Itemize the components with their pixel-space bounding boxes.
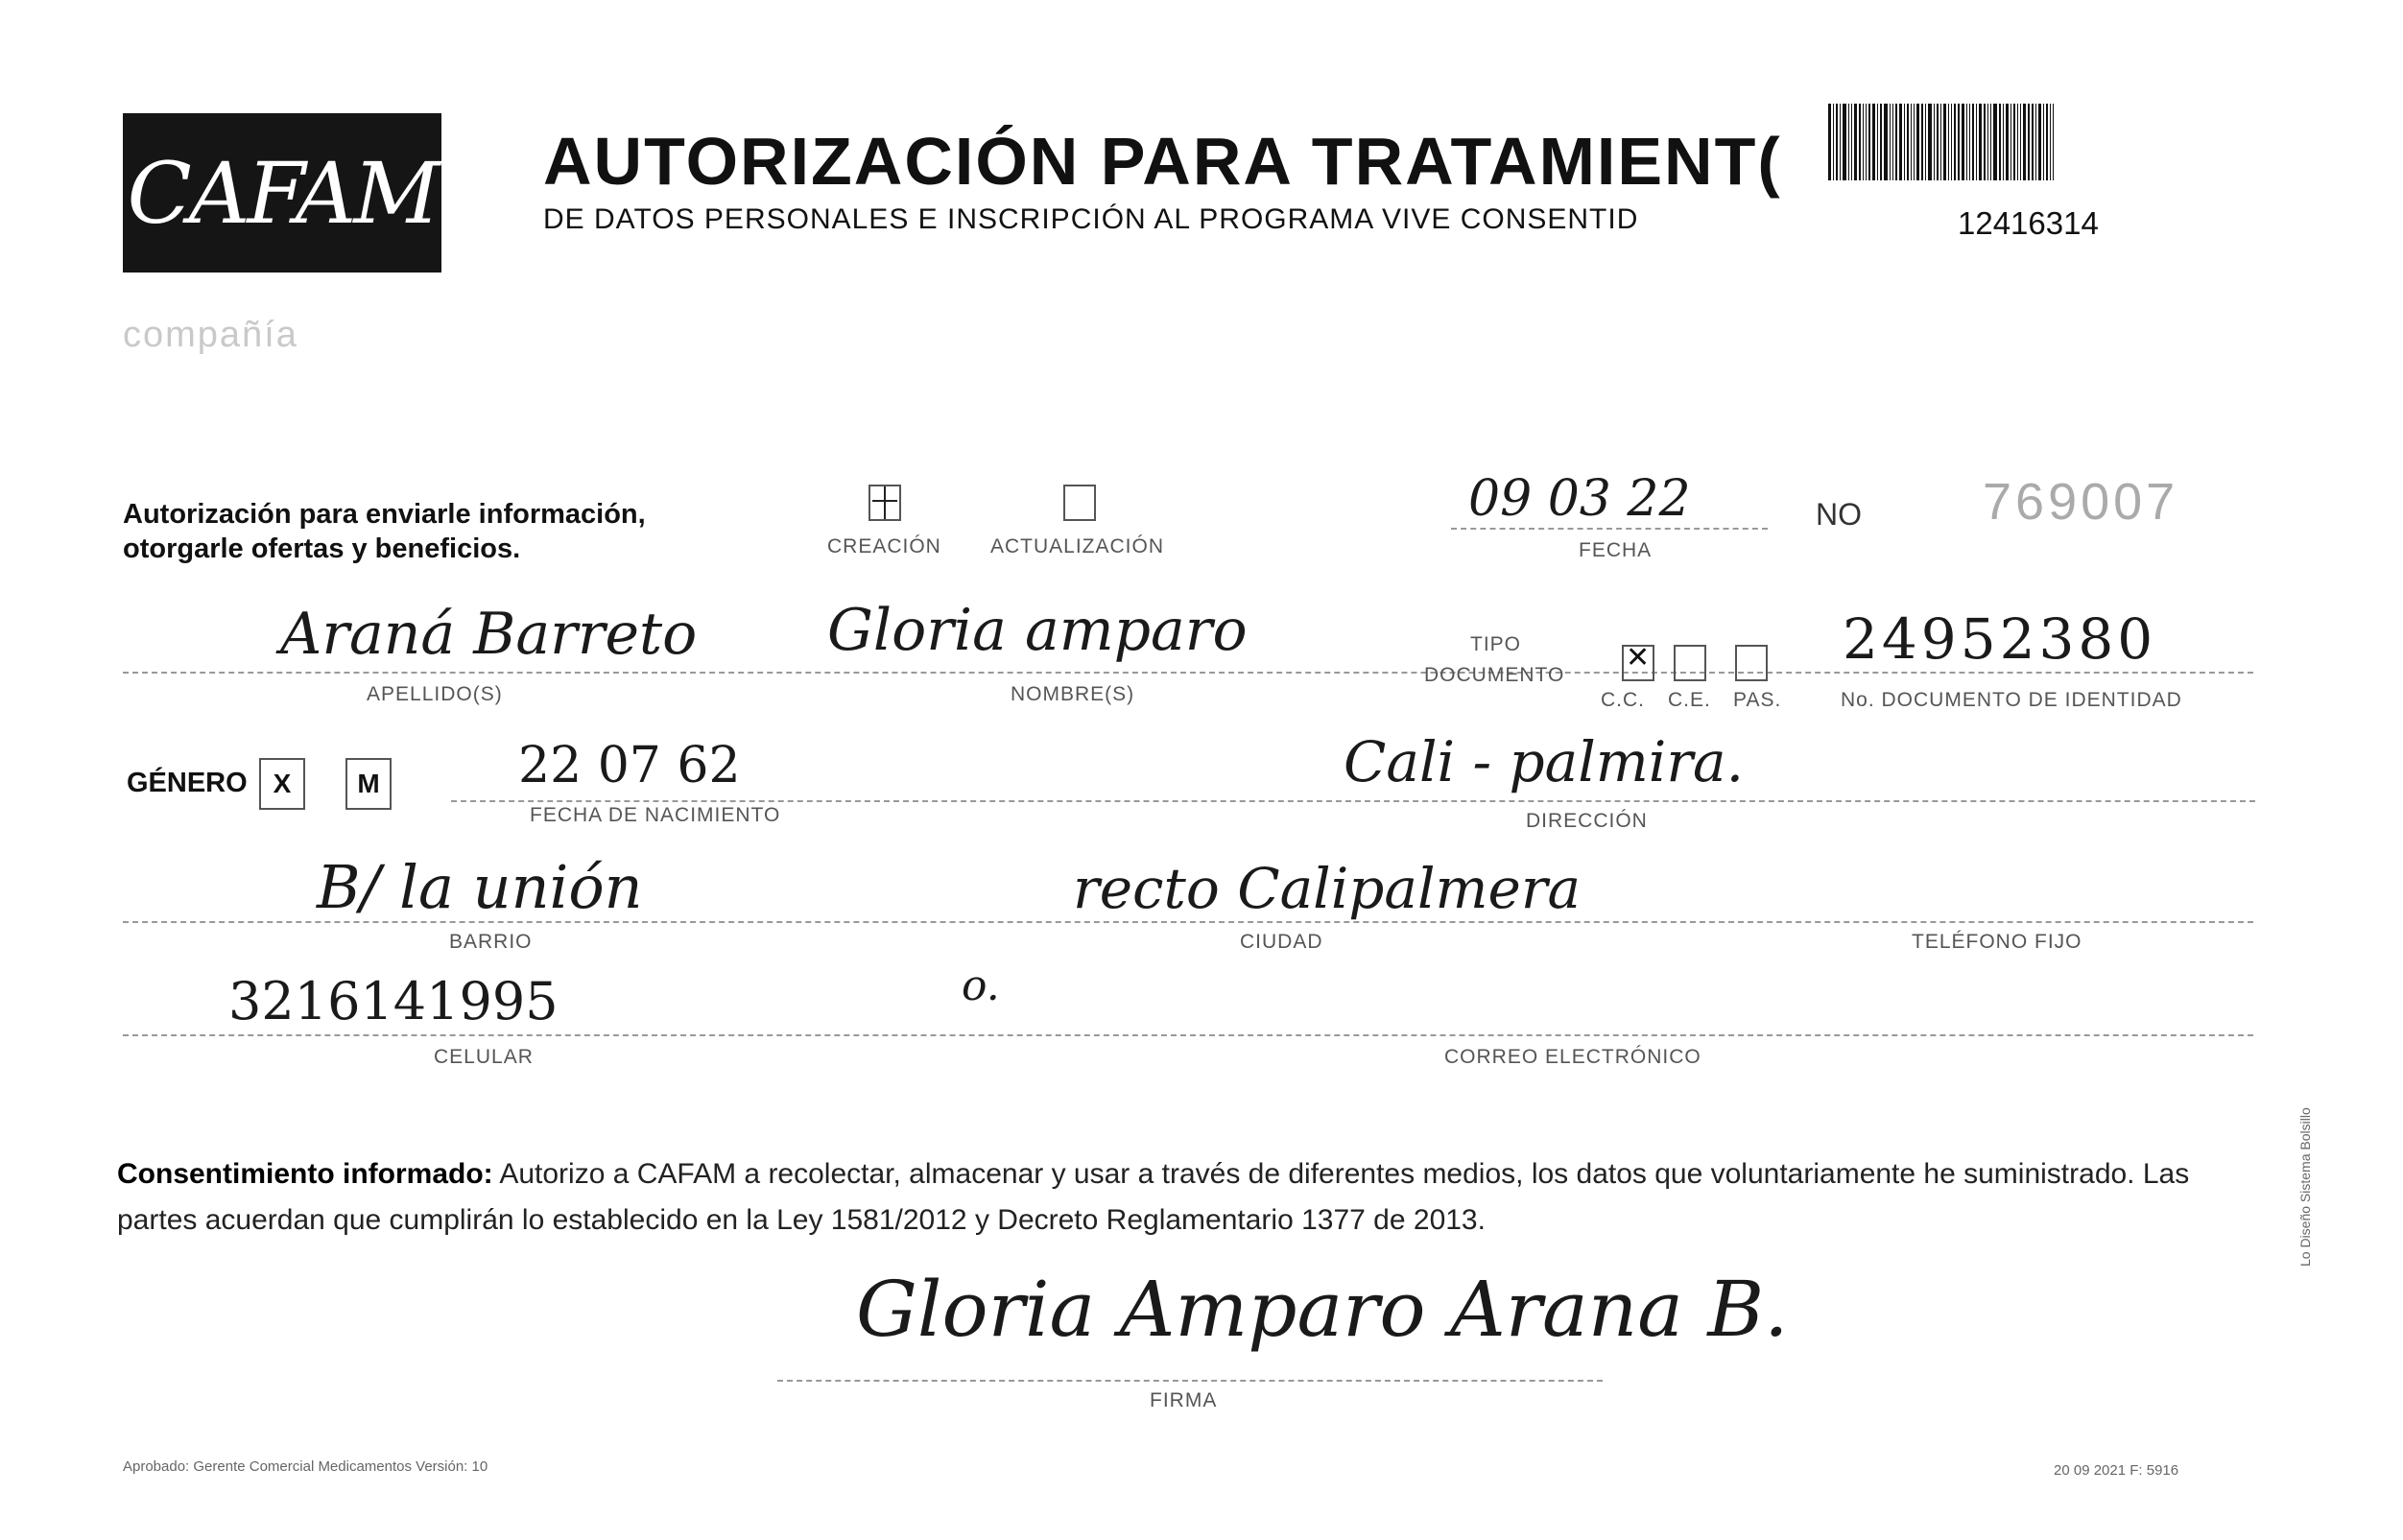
genero-m-label: M	[357, 769, 380, 798]
barrio-value: B/ la unión	[317, 852, 643, 922]
correo-value: o.	[962, 961, 1000, 1010]
genero-label: GÉNERO	[127, 768, 248, 798]
apellidos-value: Araná Barreto	[280, 601, 698, 668]
ciudad-label: CIUDAD	[1240, 931, 1323, 953]
signature-label: FIRMA	[1150, 1389, 1218, 1411]
pas-checkbox[interactable]	[1735, 645, 1768, 681]
consent-heading: Consentimiento informado:	[117, 1158, 493, 1190]
documento-label: DOCUMENTO	[1424, 664, 1565, 686]
celular-row-line	[123, 1034, 2253, 1036]
ce-checkbox[interactable]	[1674, 645, 1706, 681]
actualizacion-label: ACTUALIZACIÓN	[990, 535, 1165, 557]
telefono-label: TELÉFONO FIJO	[1912, 931, 2082, 953]
form-title: AUTORIZACIÓN PARA TRATAMIENT(	[543, 124, 1782, 199]
genero-row-line	[451, 800, 2255, 802]
creacion-label: CREACIÓN	[827, 535, 941, 557]
lead-line-1: Autorización para enviarle información,	[123, 499, 646, 530]
barrio-label: BARRIO	[449, 931, 533, 953]
nacimiento-value: 22 07 62	[518, 737, 741, 794]
direccion-value: Cali - palmira.	[1344, 729, 1745, 794]
actualizacion-checkbox[interactable]	[1063, 485, 1096, 521]
form-subtitle: DE DATOS PERSONALES E INSCRIPCIÓN AL PROGRAMA VIVE CONSENTID	[543, 203, 1639, 235]
signature: Gloria Amparo Arana B.	[856, 1265, 1789, 1354]
tipo-label: TIPO	[1470, 633, 1522, 655]
nombres-label: NOMBRE(S)	[1011, 683, 1135, 705]
pas-label: PAS.	[1733, 689, 1782, 711]
genero-f-checkbox[interactable]	[259, 758, 305, 810]
authorization-lead	[123, 497, 646, 566]
cc-label: C.C.	[1601, 689, 1645, 711]
no-value: 769007	[1983, 473, 2179, 531]
side-text: Lo Diseño Sistema Bolsillo	[2297, 1107, 2313, 1267]
footer-date: 20 09 2021 F: 5916	[2054, 1462, 2179, 1479]
nombres-value: Gloria amparo	[827, 597, 1248, 664]
fecha-line	[1451, 528, 1768, 530]
fecha-value: 09 03 22	[1468, 470, 1691, 528]
doc-value: 24952380	[1843, 606, 2157, 672]
doc-label: No. DOCUMENTO DE IDENTIDAD	[1841, 689, 2182, 711]
direccion-label: DIRECCIÓN	[1526, 810, 1648, 832]
logo-text: CAFAM	[127, 143, 438, 243]
no-label: NO	[1816, 497, 1862, 532]
celular-value: 3216141995	[228, 971, 559, 1031]
consent-paragraph	[117, 1151, 2267, 1244]
celular-label: CELULAR	[434, 1046, 534, 1068]
barcode-number: 12416314	[1958, 205, 2099, 241]
nacimiento-label: FECHA DE NACIMIENTO	[530, 804, 781, 826]
cafam-logo	[123, 113, 441, 272]
lead-line-2: otorgarle ofertas y beneficios.	[123, 533, 521, 564]
name-row-line	[123, 672, 2253, 674]
fecha-label: FECHA	[1579, 539, 1653, 561]
footer-approved: Aprobado: Gerente Comercial Medicamentos Versión: 10	[123, 1458, 488, 1475]
correo-label: CORREO ELECTRÓNICO	[1444, 1046, 1701, 1068]
ciudad-value: recto Calipalmera	[1073, 856, 1582, 921]
barcode	[1828, 104, 2212, 180]
cc-checkbox[interactable]: ✕	[1622, 645, 1654, 681]
ce-label: C.E.	[1668, 689, 1711, 711]
genero-f-mark: X	[273, 769, 292, 798]
logo-subtitle: compañía	[123, 315, 298, 355]
consent-text: Autorizo a CAFAM a recolectar, almacenar y usar a través de diferentes medios, los datos que voluntariamente he suministrado. Las partes acuerdan que cumplirán lo establecido en la Ley 1581/2012 y Decreto Reglamentario 1377 de 2013.	[117, 1158, 2190, 1236]
signature-line	[777, 1380, 1603, 1382]
creacion-checkbox[interactable]	[868, 485, 901, 521]
genero-m-checkbox[interactable]	[345, 758, 392, 810]
apellidos-label: APELLIDO(S)	[367, 683, 503, 705]
